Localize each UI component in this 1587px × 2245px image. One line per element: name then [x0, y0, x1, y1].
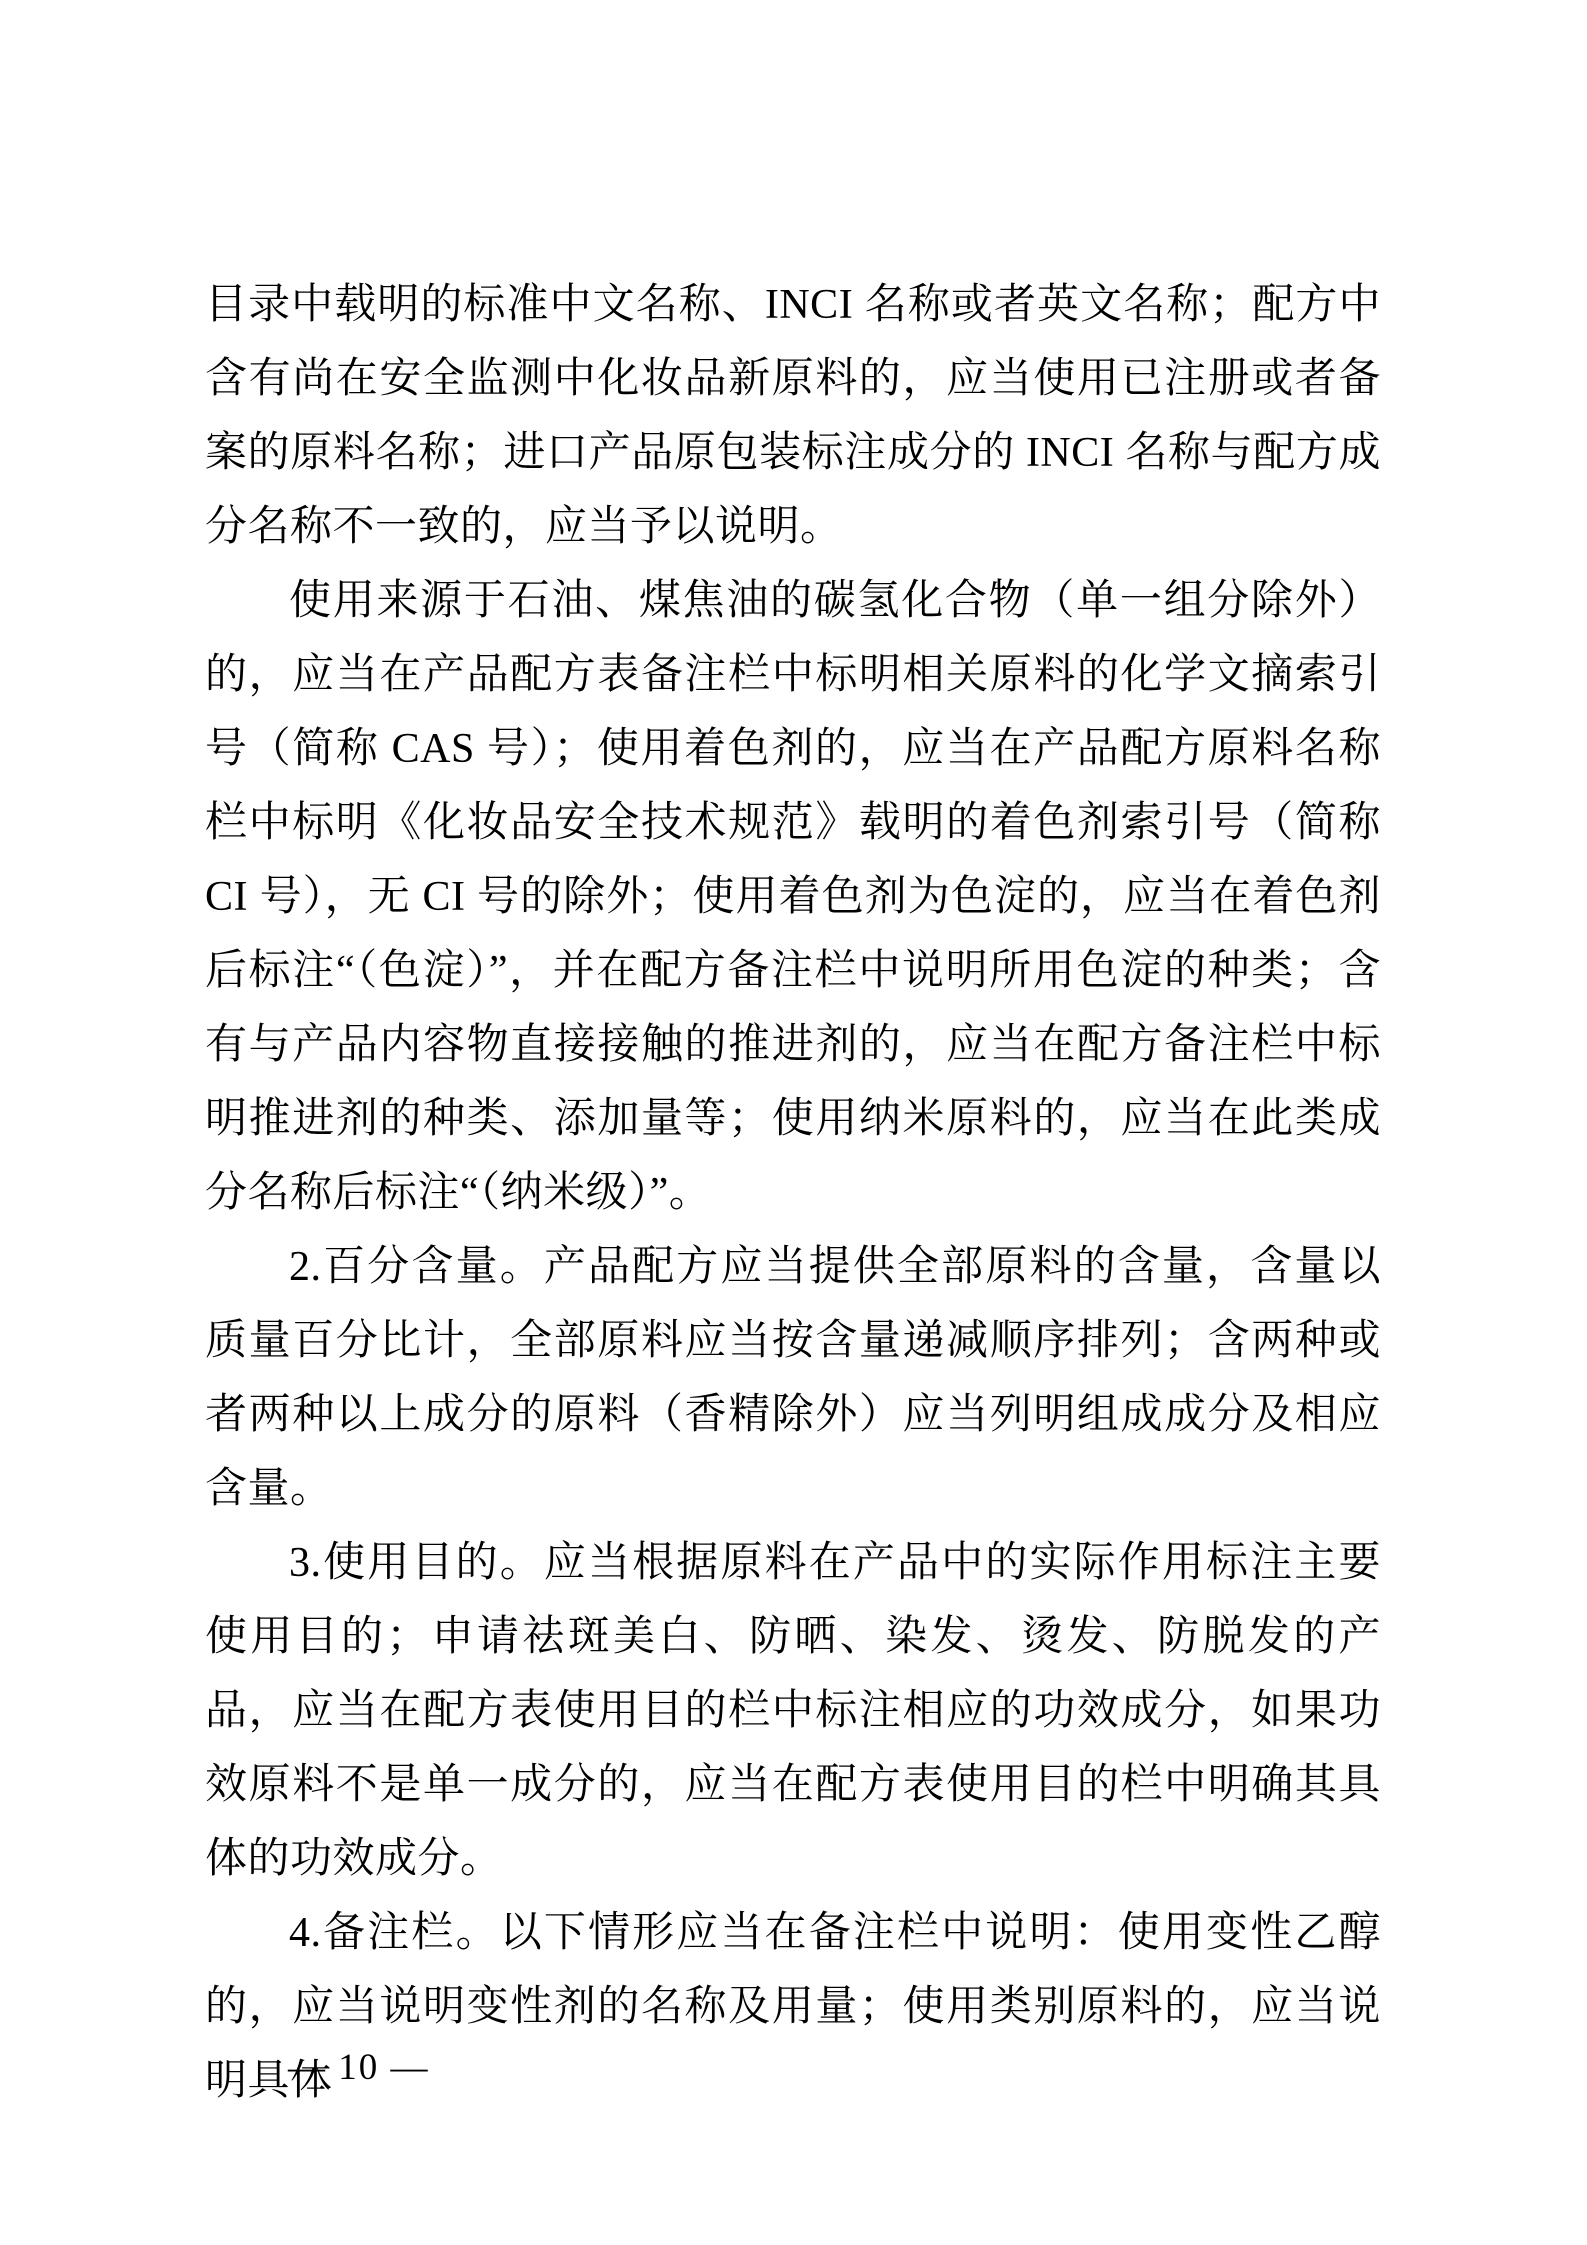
document-body	[205, 268, 1381, 2118]
paragraph-percentage-content: 2.百分含量。产品配方应当提供全部原料的含量，含量以质量百分比计，全部原料应当按含量递减顺序排列；含两种或者两种以上成分的原料（香精除外）应当列明组成成分及相应含量。	[205, 1244, 1381, 1512]
page-number: — 10 —	[288, 2047, 430, 2088]
paragraph-continuation: 目录中载明的标准中文名称、INCI 名称或者英文名称；配方中含有尚在安全监测中化妆品新原料的，应当使用已注册或者备案的原料名称；进口产品原包装标注成分的 INCI 名称与配方成分名称不一致的，应当予以说明。	[205, 282, 1381, 550]
paragraph-petroleum-colorant-rules: 使用来源于石油、煤焦油的碳氢化合物（单一组分除外）的，应当在产品配方表备注栏中标明相关原料的化学文摘索引号（简称 CAS 号）；使用着色剂的，应当在产品配方原料名称栏中标明《化妆品安全技术规范》载明的着色剂索引号（简称 CI 号），无 CI 号的除外；使用着色剂为色淀的，应当在着色剂后标注“（色淀）”，并在配方备注栏中说明所用色淀的种类；含有与产品内容物直接接触的推进剂的，应当在配方备注栏中标明推进剂的种类、添加量等；使用纳米原料的，应当在此类成分名称后标注“（纳米级）”。	[205, 578, 1381, 1216]
page-footer	[243, 2008, 430, 2128]
paragraph-usage-purpose: 3.使用目的。应当根据原料在产品中的实际作用标注主要使用目的；申请祛斑美白、防晒、染发、烫发、防脱发的产品，应当在配方表使用目的栏中标注相应的功效成分，如果功效原料不是单一成分的，应当在配方表使用目的栏中明确其具体的功效成分。	[205, 1540, 1381, 1882]
paragraph-remarks-column: 4.备注栏。以下情形应当在备注栏中说明：使用变性乙醇的，应当说明变性剂的名称及用量；使用类别原料的，应当说明具体	[205, 1910, 1381, 2104]
